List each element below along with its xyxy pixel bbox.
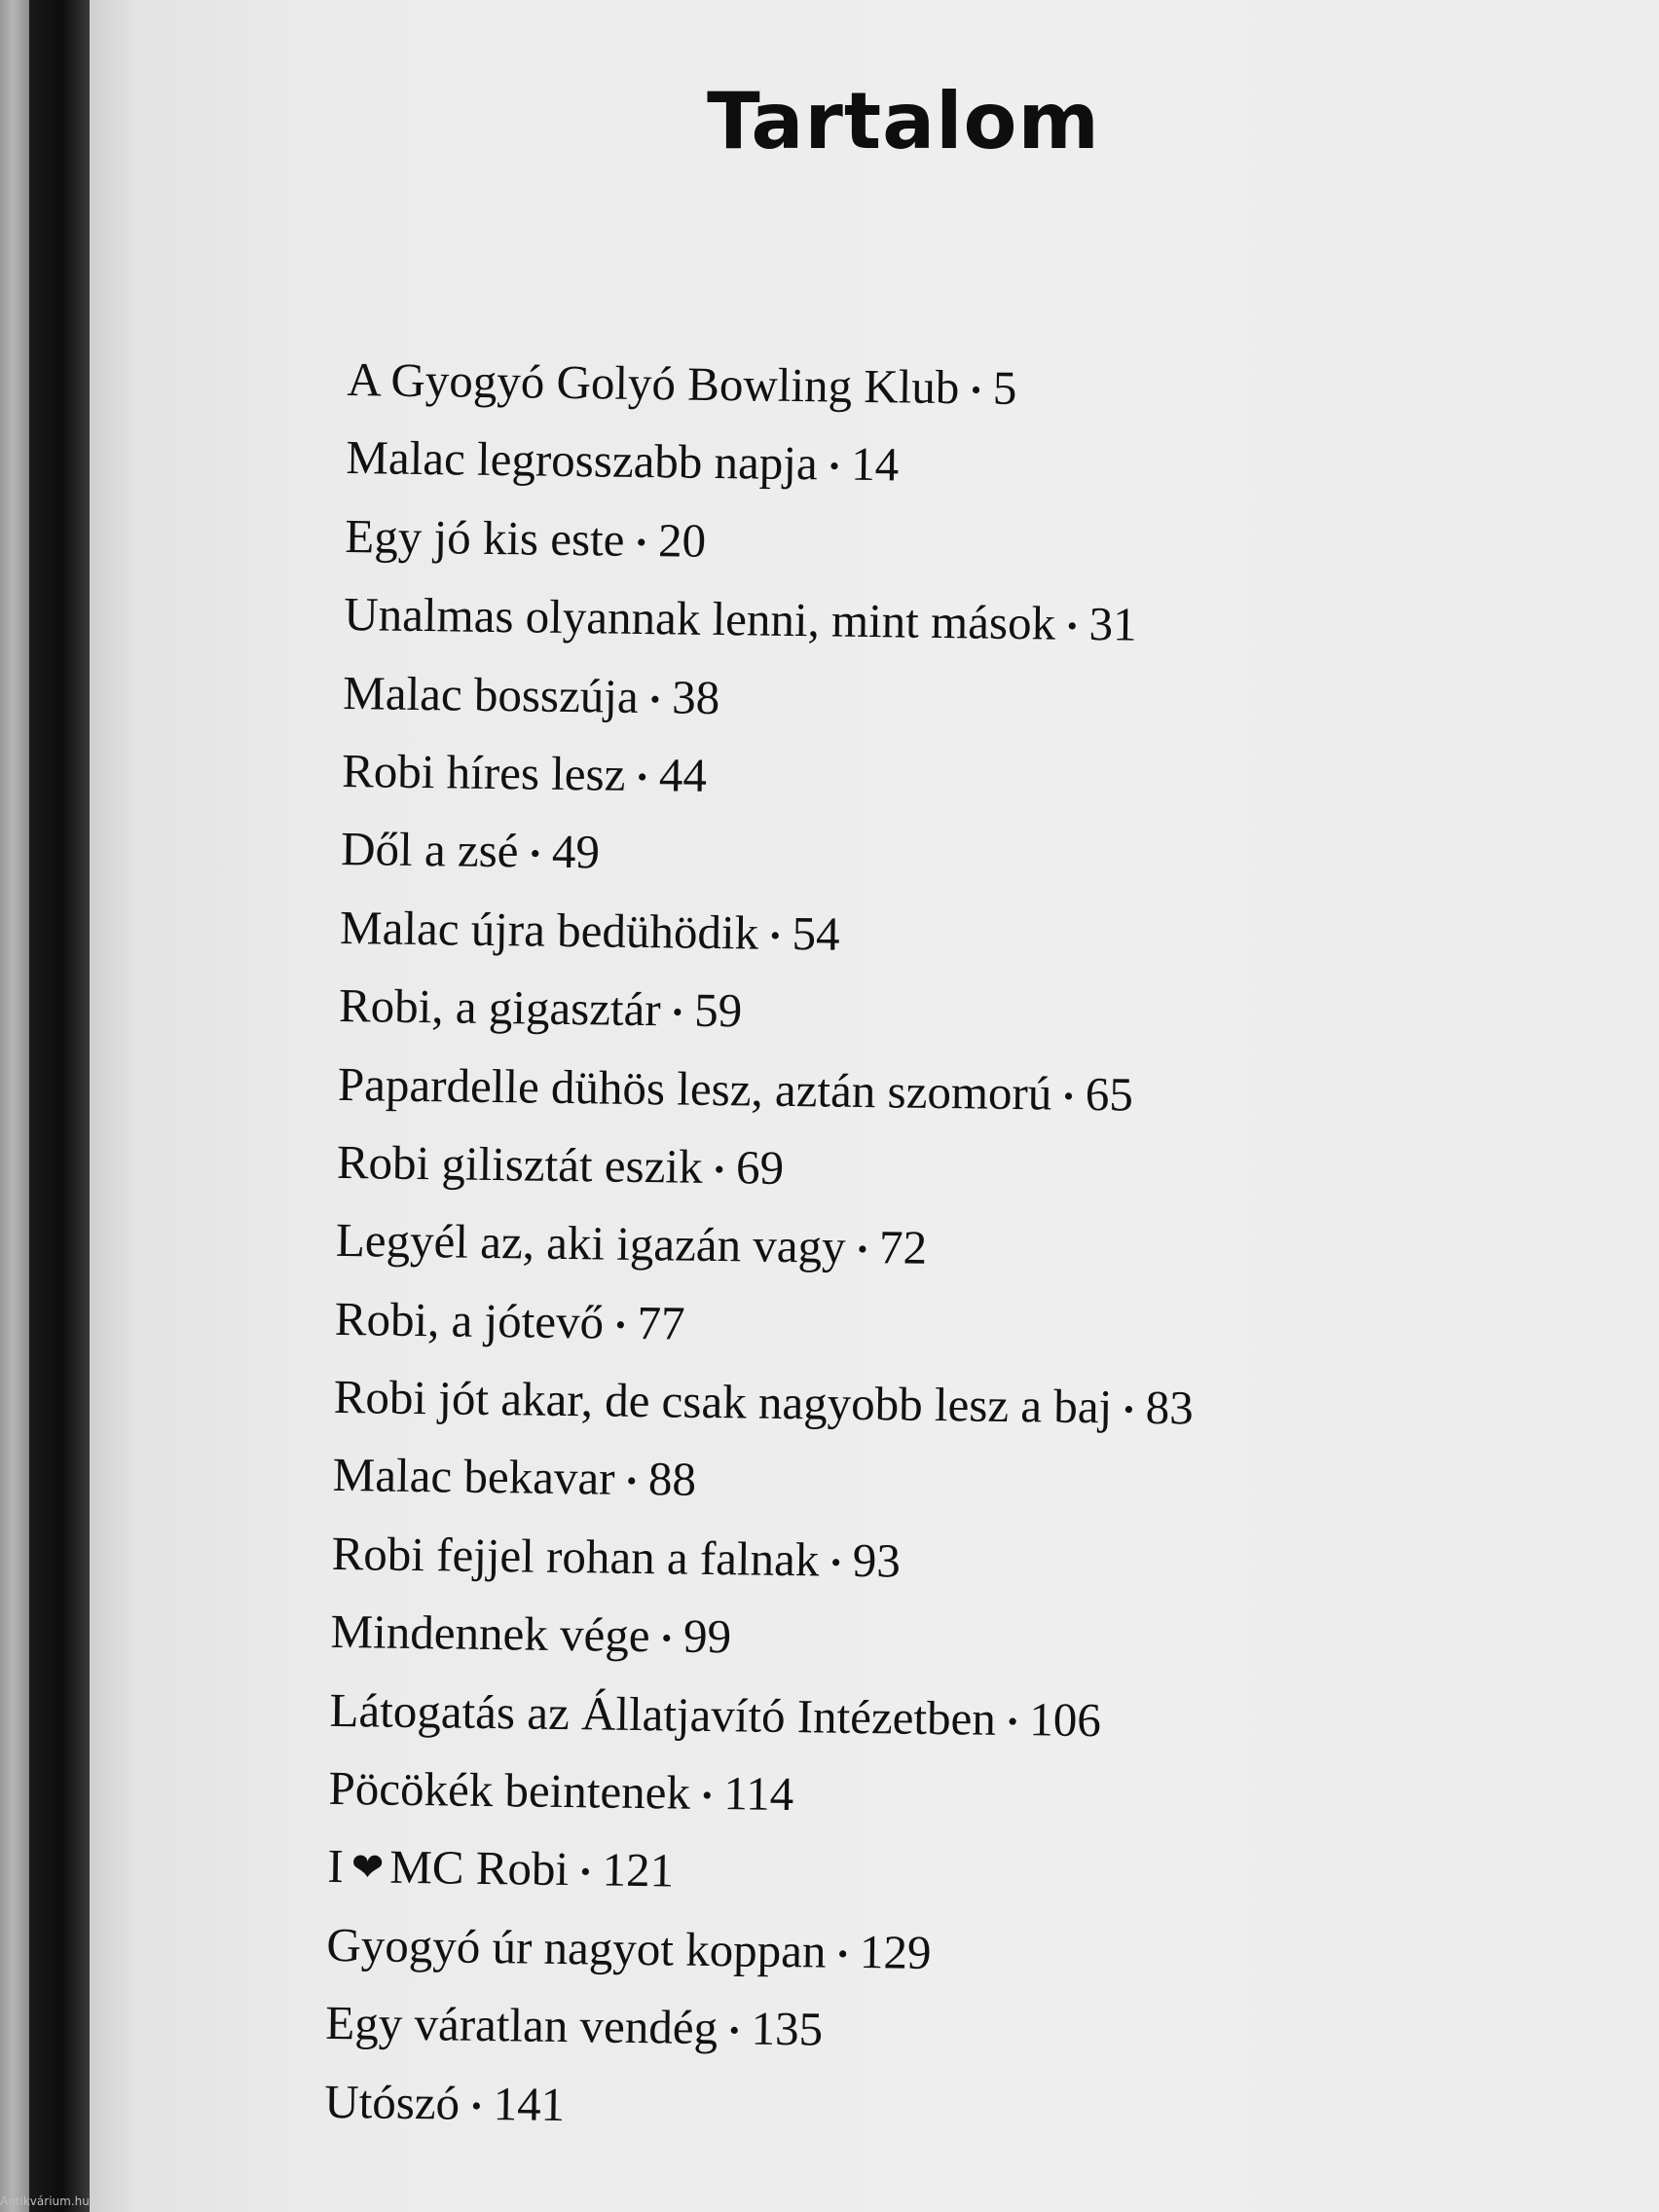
page-number: 135 (751, 2001, 824, 2056)
toc-entry (332, 1436, 1193, 1526)
bullet-separator: • (1007, 1705, 1018, 1738)
chapter-title: Malac bosszúja (342, 665, 640, 723)
bullet-separator: • (672, 996, 683, 1029)
toc-entry (340, 889, 1200, 978)
bullet-separator: • (701, 1779, 713, 1813)
bullet-separator: • (1066, 609, 1078, 644)
toc-entry (333, 1358, 1194, 1448)
bullet-separator: • (830, 1546, 842, 1579)
bullet-separator: • (1063, 1080, 1075, 1113)
page-title: Tartalom (707, 76, 1100, 166)
book-page (90, 0, 1659, 2212)
chapter-title: Mindennek vége (330, 1604, 650, 1663)
bullet-separator: • (636, 526, 647, 559)
table-of-contents (324, 341, 1207, 2152)
bullet-separator: • (579, 1856, 591, 1889)
bullet-separator: • (626, 1465, 638, 1498)
bullet-separator: • (470, 2089, 482, 2122)
chapter-title: Legyél az, aki igazán vagy (335, 1213, 846, 1274)
book-spine (29, 0, 90, 2212)
page-number: 54 (792, 905, 840, 961)
page-number: 65 (1085, 1066, 1134, 1122)
bullet-separator: • (837, 1937, 849, 1971)
toc-entry (341, 810, 1201, 900)
toc-entry (329, 1672, 1190, 1761)
chapter-title: Robi jót akar, de csak nagyobb lesz a baj (333, 1369, 1113, 1434)
toc-entry (327, 1827, 1188, 1917)
page-number: 141 (493, 2076, 566, 2131)
page-number: 20 (657, 512, 707, 568)
chapter-title: Malac bekavar (332, 1448, 615, 1506)
page-number: 31 (1088, 597, 1137, 651)
bullet-separator: • (530, 837, 541, 870)
page-number: 49 (551, 825, 601, 879)
toc-entry (343, 654, 1203, 744)
page-number: 83 (1145, 1380, 1195, 1435)
bullet-separator: • (1123, 1393, 1134, 1426)
toc-entry (336, 1124, 1197, 1213)
toc-entry (330, 1593, 1191, 1682)
bullet-separator: • (829, 450, 840, 484)
heart-icon: ❤ (350, 1845, 385, 1891)
chapter-title: Látogatás az Állatjavító Intézetben (329, 1682, 997, 1746)
chapter-title: Malac legrosszabb napja (346, 430, 819, 491)
toc-entry (325, 1984, 1186, 2074)
toc-entry (326, 1906, 1187, 1996)
bullet-separator: • (637, 760, 648, 794)
chapter-title: Robi híres lesz (341, 743, 626, 801)
toc-entry (335, 1201, 1196, 1291)
page-number: 5 (992, 360, 1017, 415)
toc-entry (331, 1515, 1192, 1604)
chapter-title: Gyogyó úr nagyot koppan (326, 1917, 827, 1978)
toc-entry (339, 967, 1199, 1056)
toc-entry (334, 1280, 1195, 1370)
toc-entry (344, 575, 1204, 665)
chapter-title: Robi, a jótevő (334, 1291, 605, 1349)
page-number: 93 (852, 1532, 902, 1588)
page-number: 114 (723, 1766, 794, 1822)
page-number: 106 (1029, 1691, 1102, 1747)
page-number: 69 (735, 1140, 785, 1195)
chapter-title: Pöcökék beintenek (328, 1760, 691, 1820)
toc-entry (346, 419, 1206, 508)
page-number: 77 (637, 1295, 685, 1350)
page-number: 44 (658, 748, 708, 802)
page-number: 99 (682, 1608, 732, 1664)
toc-entry (342, 732, 1202, 822)
chapter-title: A Gyogyó Golyó Bowling Klub (347, 351, 960, 415)
bullet-separator: • (857, 1234, 868, 1267)
chapter-title: Egy jó kis este (345, 508, 625, 567)
page-number: 72 (878, 1220, 928, 1275)
chapter-title: Egy váratlan vendég (325, 1996, 719, 2055)
bullet-separator: • (728, 2014, 740, 2047)
chapter-title: Dől a zsé (340, 822, 519, 878)
bullet-separator: • (714, 1153, 725, 1187)
page-number: 14 (850, 437, 900, 492)
watermark: Antikvárium.hu (0, 2194, 90, 2208)
bullet-separator: • (769, 919, 781, 952)
page-number: 129 (859, 1924, 932, 1979)
chapter-title-prefix: I (327, 1839, 345, 1894)
toc-entry (345, 498, 1205, 587)
scan-edge (0, 0, 29, 2212)
bullet-separator: • (661, 1622, 673, 1655)
toc-entry (324, 2062, 1185, 2152)
page-number: 59 (693, 982, 743, 1038)
chapter-title: Robi gilisztát eszik (336, 1134, 703, 1194)
chapter-title: Robi fejjel rohan a falnak (331, 1526, 820, 1587)
chapter-title: MC Robi (388, 1840, 570, 1897)
bullet-separator: • (971, 374, 981, 407)
toc-entry (337, 1045, 1198, 1134)
chapter-title: Malac újra bedühödik (339, 900, 759, 960)
page-number: 88 (647, 1452, 697, 1507)
chapter-title: Unalmas olyannak lenni, mint mások (343, 587, 1056, 650)
chapter-title: Robi, a gigasztár (338, 978, 662, 1037)
bullet-separator: • (649, 682, 661, 716)
toc-entry (328, 1750, 1189, 1839)
bullet-separator: • (614, 1309, 626, 1342)
chapter-title: Utószó (323, 2074, 461, 2130)
chapter-title: Papardelle dühös lesz, aztán szomorú (337, 1056, 1052, 1121)
page-number: 121 (602, 1842, 675, 1898)
toc-entry (347, 341, 1207, 430)
page-number: 38 (671, 669, 720, 724)
